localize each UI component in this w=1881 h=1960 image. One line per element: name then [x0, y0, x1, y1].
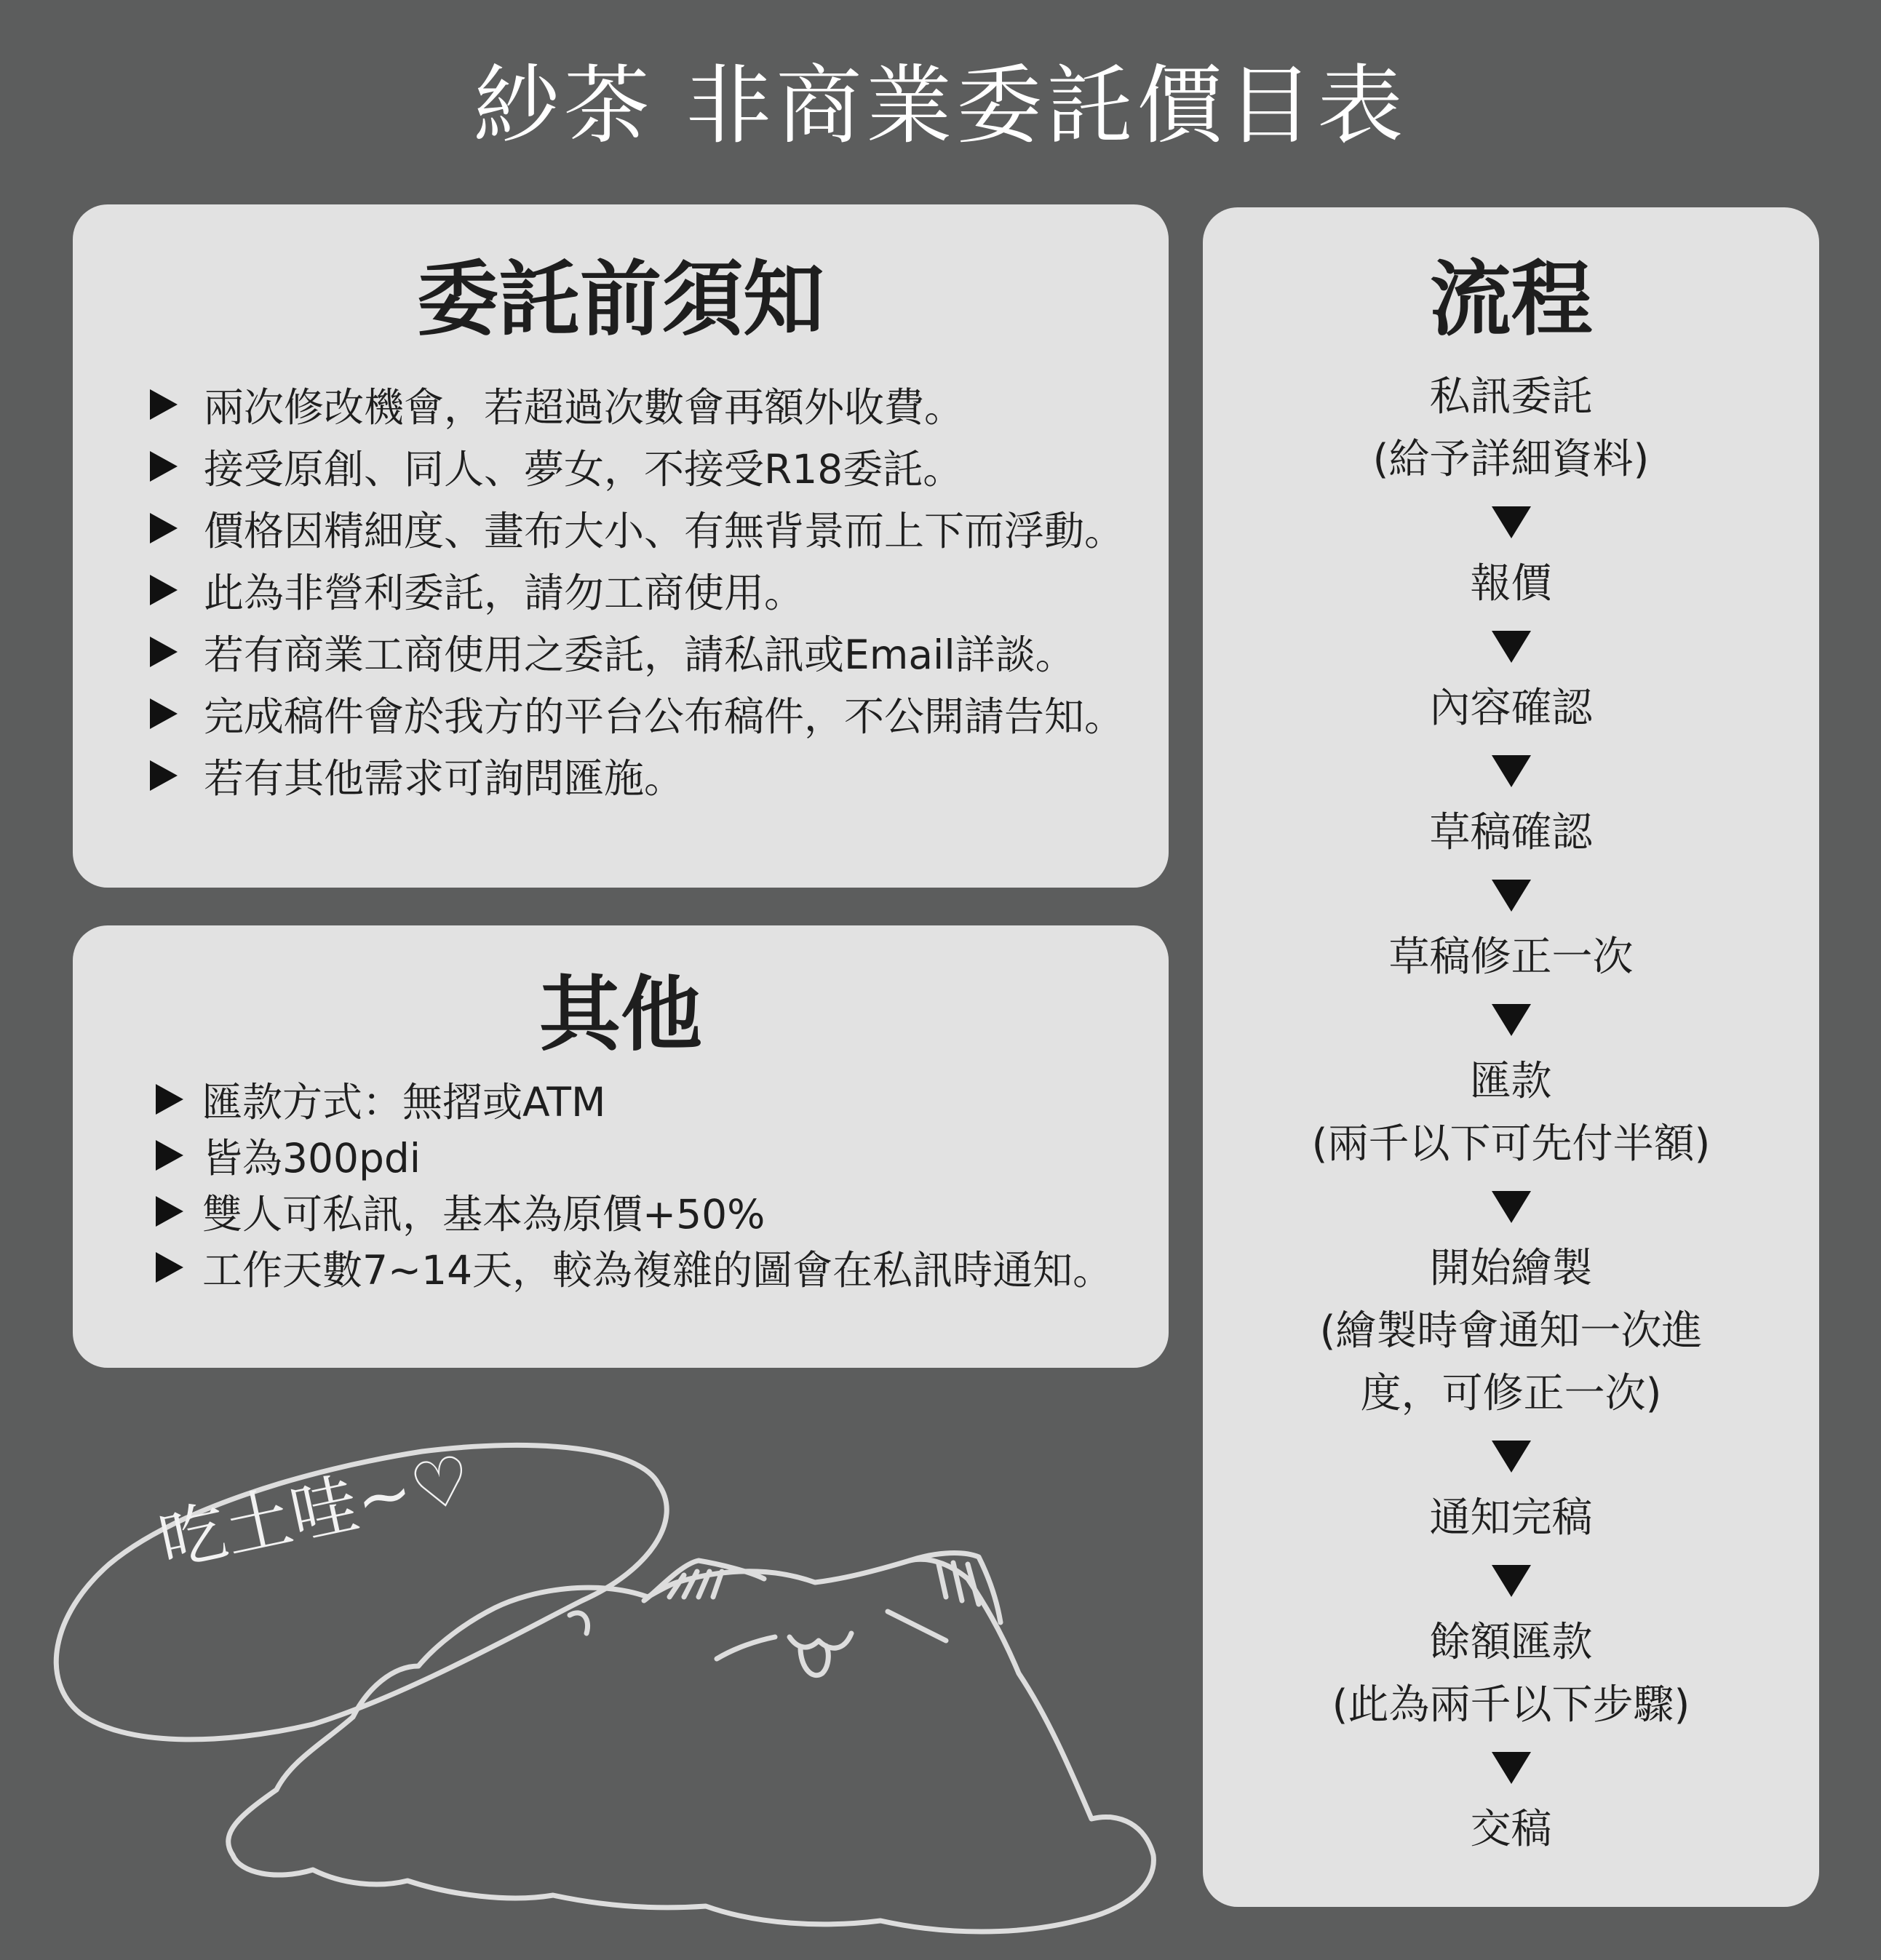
flow-step-label: 私訊委託 — [1429, 373, 1593, 421]
speech-bubble-tail — [570, 1613, 588, 1633]
cat-body-outline — [228, 1559, 1154, 1932]
notes-item-text: 價格因精細度、畫布大小、有無背景而上下而浮動。 — [204, 508, 1125, 554]
notes-item-text: 若有其他需求可詢問匯施。 — [204, 755, 685, 802]
notes-item-text: 完成稿件會於我方的平台公布稿件，不公開請告知。 — [204, 693, 1125, 740]
other-item-text: 皆為300pdi — [202, 1135, 421, 1182]
flow-step-note: (繪製時會通知一次進 — [1319, 1307, 1703, 1355]
notes-heading: 委託前須知 — [417, 252, 824, 347]
notes-item-text: 接受原創、同人、夢女，不接受R18委託。 — [204, 446, 963, 493]
flow-step-label: 通知完稿 — [1429, 1494, 1593, 1542]
cat-eye-left — [717, 1637, 775, 1659]
flow-step-note: (此為兩千以下步驟) — [1332, 1681, 1690, 1729]
flow-step-note: (給予詳細資料) — [1372, 436, 1650, 483]
flow-step-label: 開始繪製 — [1429, 1245, 1593, 1292]
flow-step-label: 內容確認 — [1429, 685, 1593, 732]
flow-step-label: 匯款 — [1470, 1058, 1552, 1105]
cat-eye-right — [888, 1612, 946, 1641]
notes-item-text: 此為非營利委託，請勿工商使用。 — [204, 570, 805, 616]
speech-bubble-text: 吃土哇~♡ — [152, 1440, 479, 1582]
flow-step-label: 草稿確認 — [1429, 809, 1593, 856]
flow-step-label: 草稿修正一次 — [1388, 933, 1634, 981]
cat-mouth — [790, 1633, 851, 1648]
page-title: 紗茶 非商業委託價目表 — [473, 55, 1408, 156]
flow-step-note: (兩千以下可先付半額) — [1311, 1120, 1711, 1168]
other-item-text: 匯款方式：無摺或ATM — [202, 1079, 606, 1126]
other-item-text: 工作天數7~14天，較為複雜的圖會在私訊時通知。 — [202, 1247, 1113, 1294]
flow-step-label: 餘額匯款 — [1429, 1619, 1593, 1666]
flow-heading: 流程 — [1429, 252, 1593, 347]
flow-step-note: 度，可修正一次) — [1360, 1370, 1662, 1417]
notes-item-text: 兩次修改機會，若超過次數會再額外收費。 — [204, 384, 965, 431]
cat-tongue — [800, 1646, 828, 1676]
flow-step-label: 交稿 — [1470, 1806, 1552, 1853]
flow-step-label: 報價 — [1470, 560, 1552, 607]
notes-item-text: 若有商業工商使用之委託，請私訊或Email詳談。 — [204, 632, 1075, 678]
other-item-text: 雙人可私訊，基本為原價+50% — [202, 1191, 765, 1238]
other-heading: 其他 — [539, 968, 702, 1062]
